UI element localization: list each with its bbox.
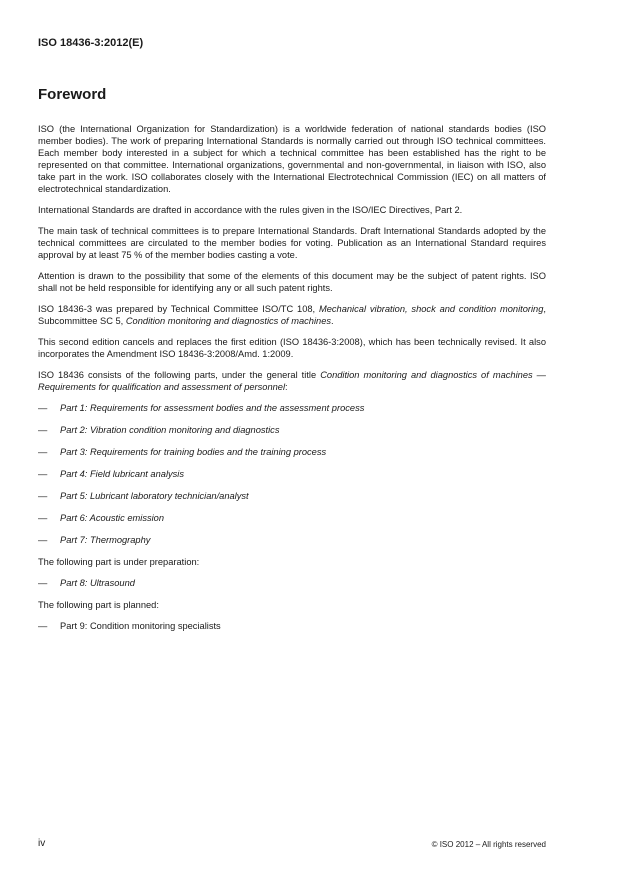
list-dash: —	[38, 491, 48, 501]
list-item	[38, 468, 546, 480]
part-title: Part 5: Lubricant laboratory technician/analyst	[60, 491, 249, 501]
prepared-by-text-3: .	[331, 316, 334, 326]
list-item	[38, 402, 546, 414]
paragraph-edition: This second edition cancels and replaces the first edition (ISO 18436-3:2008), which has been technically revised. It also incorporates the Amendment ISO 18436-3:2008/Amd. 1:2009.	[38, 337, 546, 359]
list-item	[38, 534, 546, 546]
list-item	[38, 512, 546, 524]
list-item	[38, 424, 546, 436]
prepared-by-text: ISO 18436-3 was prepared by Technical Committee ISO/TC 108,	[38, 304, 319, 314]
document-id-header: ISO 18436-3:2012(E)	[38, 37, 144, 49]
paragraph-directives: International Standards are drafted in accordance with the rules given in the ISO/IEC Directives, Part 2.	[38, 205, 463, 215]
part-title: Part 7: Thermography	[60, 535, 151, 545]
committee-title: Mechanical vibration, shock and condition monitoring	[318, 304, 544, 314]
list-dash: —	[38, 403, 48, 413]
list-dash: —	[38, 425, 48, 435]
part-title: Part 4: Field lubricant analysis	[60, 469, 185, 479]
paragraph-parts-intro	[38, 369, 546, 393]
list-dash: —	[38, 535, 48, 545]
foreword-body	[38, 123, 546, 642]
part-title: Part 2: Vibration condition monitoring and diagnostics	[60, 425, 280, 435]
list-dash: —	[38, 621, 48, 631]
parts-intro-text: ISO 18436 consists of the following parts, under the general title	[38, 370, 321, 380]
subcommittee-title: Condition monitoring and diagnostics of machines	[125, 316, 332, 326]
parts-list	[38, 402, 546, 546]
list-item	[38, 620, 546, 632]
paragraph-iso-intro: ISO (the International Organization for Standardization) is a worldwide federation of national standards bodies (ISO member bodies). The work of preparing International Standards is normally carried out through ISO technical committees. Each member body interested in a subject for which a technical committee has been established has the right to be represented on that committee. International organizations, governmental and non-governmental, in liaison with ISO, also take part in the work. ISO collaborates closely with the International Electrotechnical Commission (IEC) on all matters of electrotechnical standardization.	[38, 124, 546, 194]
paragraph-planned: The following part is planned:	[38, 600, 159, 610]
page-title: Foreword	[38, 86, 107, 103]
list-item	[38, 490, 546, 502]
copyright-notice: © ISO 2012 – All rights reserved	[431, 840, 546, 849]
page-number: iv	[38, 838, 46, 849]
list-dash: —	[38, 513, 48, 523]
parts-intro-colon: :	[285, 382, 288, 392]
paragraph-under-preparation: The following part is under preparation:	[38, 557, 200, 567]
paragraph-prepared-by	[38, 303, 546, 327]
paragraph-technical-committees: The main task of technical committees is to prepare International Standards. Draft International Standards adopted by the technical committees are circulated to the member bodies for voting. Publication as an International Standard requires approval by at least 75 % of the member bodies casting a vote.	[38, 226, 546, 260]
list-item	[38, 577, 546, 589]
part-title: Part 6: Acoustic emission	[60, 513, 165, 523]
list-dash: —	[38, 578, 48, 588]
prepared-by-text-2: , Subcommittee SC 5,	[38, 304, 546, 326]
part-title: Part 1: Requirements for assessment bodies and the assessment process	[60, 403, 365, 413]
paragraph-patent-rights: Attention is drawn to the possibility that some of the elements of this document may be the subject of patent rights. ISO shall not be held responsible for identifying any or all such patent rights.	[38, 271, 546, 293]
list-item	[38, 446, 546, 458]
list-dash: —	[38, 447, 48, 457]
general-title: Condition monitoring and diagnostics of machines — Requirements for qualification and assessment of personnel	[38, 370, 546, 392]
list-dash: —	[38, 469, 48, 479]
part-title: Part 8: Ultrasound	[60, 578, 135, 588]
part-title: Part 9: Condition monitoring specialists	[60, 621, 221, 631]
part-title: Part 3: Requirements for training bodies and the training process	[60, 447, 327, 457]
